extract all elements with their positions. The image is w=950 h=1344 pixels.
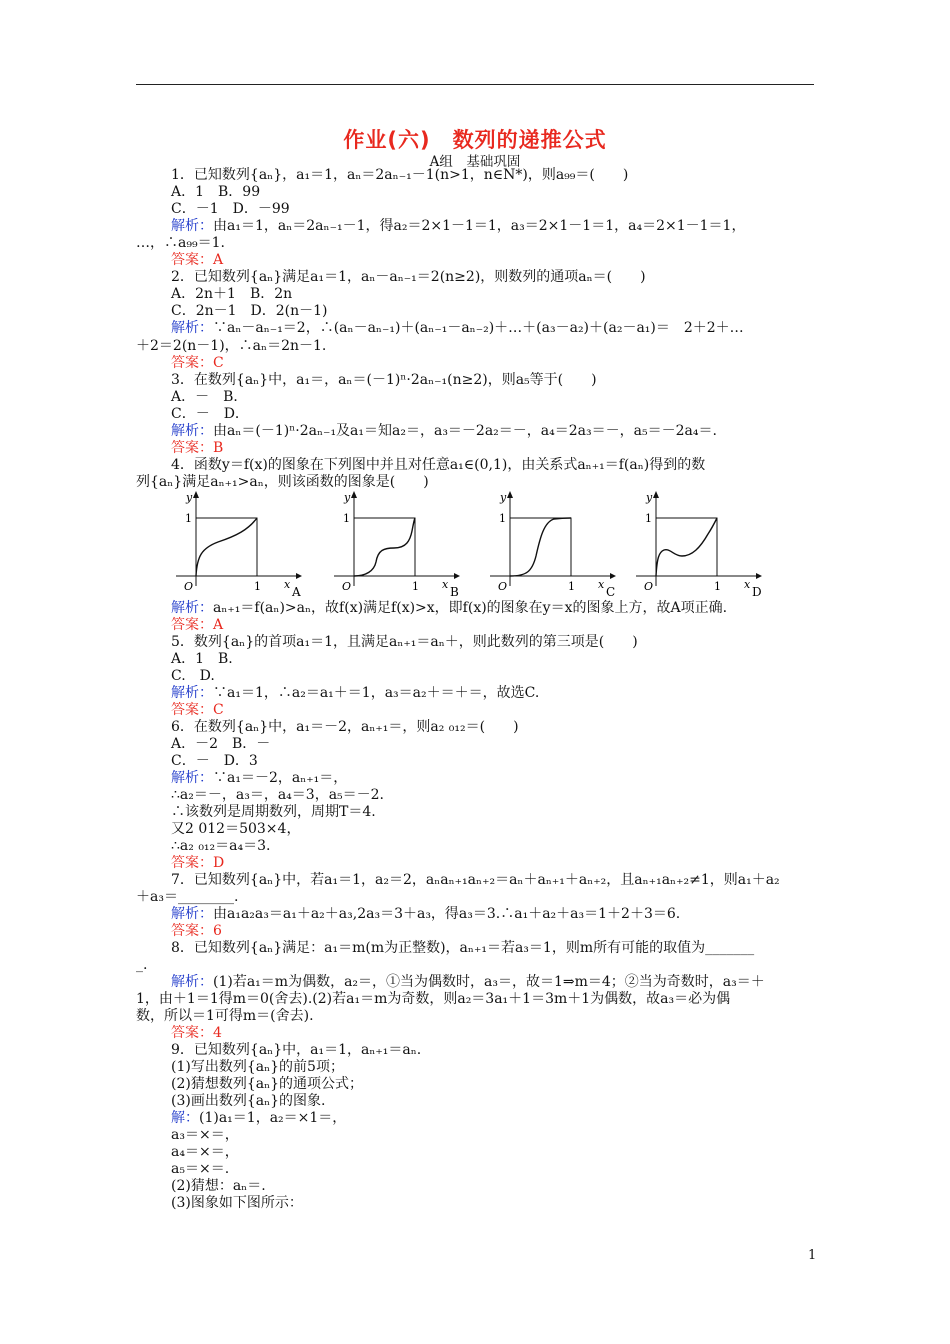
text-line: ∴a₂＝－，a₃＝，a₄＝3，a₅＝－2. [171, 787, 385, 803]
text-line: C. D. [171, 668, 215, 684]
text-line: ＋2＝2(n－1)，∴aₙ＝2n－1. [136, 338, 327, 354]
text-line: 答案：6 [171, 923, 222, 939]
text-line: (2)猜想：aₙ＝. [171, 1178, 266, 1194]
text-line: 答案：B [171, 440, 224, 456]
graph-b [326, 486, 462, 598]
header-rule [136, 84, 814, 85]
curve-a [196, 518, 257, 576]
y-axis-arrow [507, 491, 513, 498]
text-line: (3)图象如下图所示： [171, 1195, 303, 1211]
solution-label: 解析： [171, 685, 213, 701]
one-x-label: 1 [412, 580, 419, 593]
curve-b [354, 518, 415, 576]
text-line: 列{aₙ}满足aₙ₊₁>aₙ，则该函数的图象是( ) [136, 474, 429, 490]
x-label: x [284, 578, 291, 591]
text-line: a₄＝×＝， [171, 1144, 239, 1160]
text-line: 解析：由aₙ＝(－1)ⁿ·2aₙ₋₁及a₁＝知a₂＝，a₃＝－2a₂＝－，a₄＝2a₃＝－，a₅＝－2a₄＝. [171, 423, 717, 439]
graph-a [168, 486, 304, 598]
origin-label: O [498, 580, 508, 593]
text-line: A．－ B． [171, 389, 248, 405]
text-line: 解析：∵a₁＝－2，aₙ₊₁＝， [171, 770, 348, 786]
unit-box [656, 518, 717, 576]
text-line: 解析：aₙ₊₁＝f(aₙ)>aₙ，故f(x)满足f(x)>x，即f(x)的图象在y＝x的图象上方，故A项正确. [171, 600, 728, 616]
text-line: 解析：∵aₙ－aₙ₋₁＝2，∴(aₙ－aₙ₋₁)＋(aₙ₋₁－aₙ₋₂)＋…＋(a₃－a₂)＋(a₂－a₁)＝ 2＋2＋… [171, 320, 744, 336]
text-line: 7．已知数列{aₙ}中，若a₁＝1，a₂＝2，aₙaₙ₊₁aₙ₊₂＝aₙ＋aₙ₊₁＋aₙ₊₂，且aₙ₊₁aₙ₊₂≠1，则a₁＋a₂ [171, 872, 780, 888]
section-subtitle: A组 基础巩固 [429, 154, 521, 170]
text-line: C．2n－1 D．2(n－1) [171, 303, 328, 319]
text-line: …，∴a₉₉＝1. [136, 235, 225, 251]
text-line: 答案：D [171, 855, 225, 871]
text-line: 解析：由a₁＝1，aₙ＝2aₙ₋₁－1，得a₂＝2×1－1＝1，a₃＝2×1－1＝1，a₄＝2×1－1＝1， [171, 218, 746, 234]
solution-label: 解析： [171, 974, 213, 990]
text-line: a₅＝×＝. [171, 1161, 230, 1177]
text-line: 解析：(1)若a₁＝m为偶数，a₂＝，①当为偶数时，a₃＝，故＝1⇒m＝4；②当为奇数时，a₃＝＋ [171, 974, 765, 990]
page-title: 作业(六) 数列的递推公式 [343, 128, 607, 152]
graph-c [482, 486, 618, 598]
text-line: 解析：∵a₁＝1，∴a₂＝a₁＋＝1，a₃＝a₂＋＝＋＝，故选C. [171, 685, 540, 701]
text-line: 1．已知数列{aₙ}，a₁＝1，aₙ＝2aₙ₋₁－1(n>1，n∈N*)，则a₉₉＝( ) [171, 167, 629, 183]
x-axis-arrow [610, 573, 616, 579]
text-line: 8．已知数列{aₙ}满足：a₁＝m(m为正整数)，aₙ₊₁＝若a₃＝1，则m所有可能的取值为_______ [171, 940, 755, 956]
y-axis-arrow [351, 491, 357, 498]
curve-c [510, 518, 571, 576]
text-line: 答案：C [171, 355, 224, 371]
one-y-label: 1 [185, 512, 192, 525]
one-y-label: 1 [645, 512, 652, 525]
graph-d [628, 486, 768, 598]
text-line: A．1 B. [171, 651, 233, 667]
text-line: A．1 B．99 [171, 184, 261, 200]
y-axis-arrow [653, 491, 659, 498]
page-number: 1 [808, 1248, 817, 1263]
solution-label: 解析： [171, 600, 213, 616]
text-line: (3)画出数列{aₙ}的图象. [171, 1093, 326, 1109]
text-line: 答案：A [171, 617, 224, 633]
y-axis-arrow [193, 491, 199, 498]
text-line: 2．已知数列{aₙ}满足a₁＝1，aₙ－aₙ₋₁＝2(n≥2)，则数列的通项aₙ＝( ) [171, 269, 646, 285]
x-label: x [442, 578, 449, 591]
x-label: x [598, 578, 605, 591]
origin-label: O [342, 580, 352, 593]
text-line: (1)写出数列{aₙ}的前5项； [171, 1059, 344, 1075]
x-label: x [744, 578, 751, 591]
text-line: _. [136, 957, 148, 973]
solution-label: 解析： [171, 218, 213, 234]
graph-letter: A [292, 585, 301, 598]
y-label: y [344, 491, 351, 504]
text-line: A．2n＋1 B．2n [171, 286, 293, 302]
y-label: y [500, 491, 507, 504]
text-line: a₃＝×＝， [171, 1127, 239, 1143]
y-label: y [646, 491, 653, 504]
solution-label: 解析： [171, 320, 213, 336]
text-line: 又2 012＝503×4， [171, 821, 301, 837]
text-line: ∴a₂ ₀₁₂＝a₄＝3. [171, 838, 271, 854]
text-line: C．－ D． [171, 406, 249, 422]
text-line: 答案：A [171, 252, 224, 268]
one-y-label: 1 [499, 512, 506, 525]
text-line: ∴该数列是周期数列，周期T＝4. [171, 804, 376, 820]
text-line: A．－2 B．－ [171, 736, 271, 752]
x-axis-arrow [454, 573, 460, 579]
text-line: 解：(1)a₁＝1，a₂＝×1＝， [171, 1110, 347, 1126]
text-line: 3．在数列{aₙ}中，a₁＝，aₙ＝(－1)ⁿ·2aₙ₋₁(n≥2)，则a₅等于( ) [171, 372, 597, 388]
origin-label: O [184, 580, 194, 593]
origin-label: O [644, 580, 654, 593]
text-line: 答案：4 [171, 1025, 222, 1041]
solution-label: 解析： [171, 770, 213, 786]
text-line: 答案：C [171, 702, 224, 718]
graph-letter: B [450, 585, 459, 598]
text-line: 1，由＋1＝1得m＝0(舍去).(2)若a₁＝m为奇数，则a₂＝3a₁＋1＝3m＋1为偶数，故a₃＝必为偶 [136, 991, 731, 1007]
text-line: 5．数列{aₙ}的首项a₁＝1，且满足aₙ₊₁＝aₙ＋，则此数列的第三项是( ) [171, 634, 638, 650]
text-line: 4．函数y＝f(x)的图象在下列图中并且对任意a₁∈(0,1)，由关系式aₙ₊₁＝f(aₙ)得到的数 [171, 457, 706, 473]
solution-label: 解析： [171, 906, 213, 922]
unit-box [354, 518, 415, 576]
one-x-label: 1 [714, 580, 721, 593]
text-line: C．－ D．3 [171, 753, 258, 769]
text-line: 9．已知数列{aₙ}中，a₁＝1，aₙ₊₁＝aₙ. [171, 1042, 422, 1058]
graph-letter: C [606, 585, 616, 598]
text-line: C．－1 D．－99 [171, 201, 290, 217]
one-x-label: 1 [568, 580, 575, 593]
y-label: y [186, 491, 193, 504]
x-axis-arrow [756, 573, 762, 579]
unit-box [510, 518, 571, 576]
text-line: (2)猜想数列{aₙ}的通项公式； [171, 1076, 364, 1092]
text-line: ＋a₃＝________. [136, 889, 239, 905]
text-line: 解析：由a₁a₂a₃＝a₁＋a₂＋a₃,2a₃＝3＋a₃，得a₃＝3.∴a₁＋a₂＋a₃＝1＋2＋3＝6. [171, 906, 681, 922]
x-axis-arrow [296, 573, 302, 579]
solution-label: 解： [171, 1110, 199, 1126]
curve-d [656, 518, 717, 576]
one-x-label: 1 [254, 580, 261, 593]
text-line: 6．在数列{aₙ}中，a₁＝－2，aₙ₊₁＝，则a₂ ₀₁₂＝( ) [171, 719, 519, 735]
one-y-label: 1 [343, 512, 350, 525]
text-line: 数，所以＝1可得m＝(舍去). [136, 1008, 314, 1024]
solution-label: 解析： [171, 423, 213, 439]
graph-letter: D [752, 585, 762, 598]
